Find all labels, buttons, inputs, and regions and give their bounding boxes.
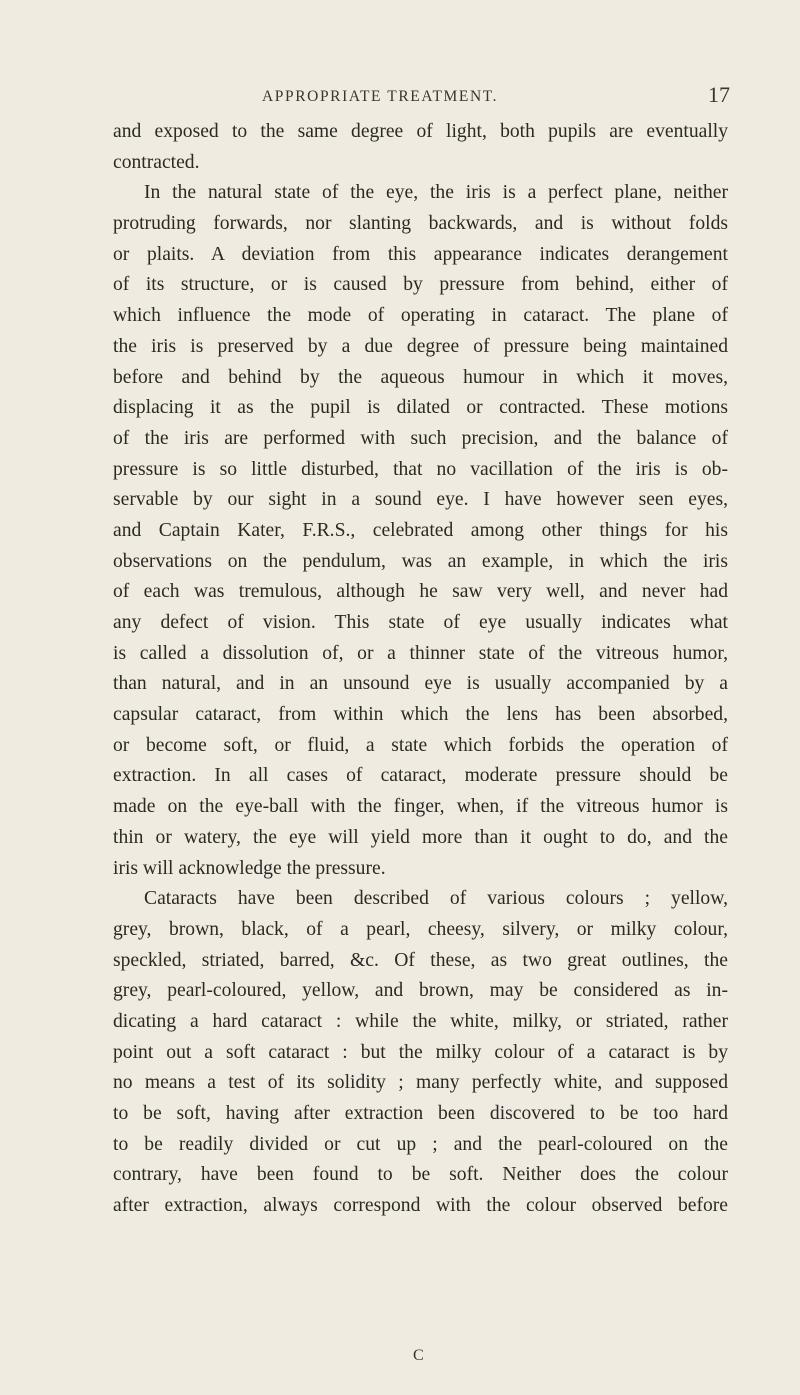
text-line: no means a test of its solidity ; many perfectly white, and supposed — [113, 1072, 728, 1094]
signature-mark: C — [413, 1347, 424, 1364]
text-line: observations on the pendulum, was an example, in which the iris — [113, 550, 728, 572]
text-line: capsular cataract, from within which the lens has been absorbed, — [113, 704, 728, 726]
text-line: or plaits. A deviation from this appearance indicates derangement — [113, 243, 728, 265]
text-line: of each was tremulous, although he saw very well, and never had — [113, 581, 728, 603]
text-line: grey, brown, black, of a pearl, cheesy, silvery, or milky colour, — [113, 918, 728, 940]
text-line: contracted. — [113, 151, 200, 173]
body-text — [113, 117, 728, 1222]
text-line: contrary, have been found to be soft. Neither does the colour — [113, 1164, 728, 1186]
text-line: pressure is so little disturbed, that no vacillation of the iris is ob- — [113, 458, 728, 480]
running-head — [0, 80, 800, 110]
text-line: point out a soft cataract : but the milky colour of a cataract is by — [113, 1041, 728, 1063]
text-line: is called a dissolution of, or a thinner state of the vitreous humor, — [113, 642, 728, 664]
text-line: which influence the mode of operating in cataract. The plane of — [113, 305, 728, 327]
text-line: the iris is preserved by a due degree of pressure being maintained — [113, 335, 728, 357]
text-line: protruding forwards, nor slanting backwards, and is without folds — [113, 213, 728, 235]
text-line: and exposed to the same degree of light, both pupils are eventually — [113, 121, 728, 142]
text-line: of its structure, or is caused by pressure from behind, either of — [113, 274, 728, 296]
text-line: displacing it as the pupil is dilated or contracted. These motions — [113, 397, 728, 419]
text-line: any defect of vision. This state of eye usually indicates what — [113, 612, 728, 633]
text-line: to be soft, having after extraction been discovered to be too hard — [113, 1103, 728, 1124]
running-title: APPROPRIATE TREATMENT. — [262, 88, 499, 105]
text-line: made on the eye-ball with the finger, when, if the vitreous humor is — [113, 796, 728, 818]
text-line: of the iris are performed with such precision, and the balance of — [113, 427, 728, 449]
text-line: after extraction, always correspond with the colour observed before — [113, 1195, 728, 1217]
page-number: 17 — [708, 82, 730, 107]
text-line: servable by our sight in a sound eye. I have however seen eyes, — [113, 489, 728, 511]
text-line: extraction. In all cases of cataract, moderate pressure should be — [113, 765, 728, 787]
text-line: thin or watery, the eye will yield more than it ought to do, and the — [113, 826, 728, 848]
text-line: than natural, and in an unsound eye is usually accompanied by a — [113, 673, 728, 695]
text-line: iris will acknowledge the pressure. — [113, 857, 386, 879]
text-line: before and behind by the aqueous humour in which it moves, — [113, 366, 728, 388]
text-line: dicating a hard cataract : while the white, milky, or striated, rather — [113, 1010, 728, 1032]
text-line: and Captain Kater, F.R.S., celebrated among other things for his — [113, 519, 728, 541]
paragraph-first-line: Cataracts have been described of various colours ; yellow, — [144, 888, 728, 910]
text-line: speckled, striated, barred, &c. Of these, as two great outlines, the — [113, 949, 728, 971]
text-line: to be readily divided or cut up ; and the pearl-coloured on the — [113, 1133, 728, 1155]
text-line: or become soft, or fluid, a state which forbids the operation of — [113, 734, 728, 756]
paragraph-first-line: In the natural state of the eye, the iris is a perfect plane, neither — [144, 182, 728, 204]
text-line: grey, pearl-coloured, yellow, and brown, may be considered as in- — [113, 980, 728, 1002]
